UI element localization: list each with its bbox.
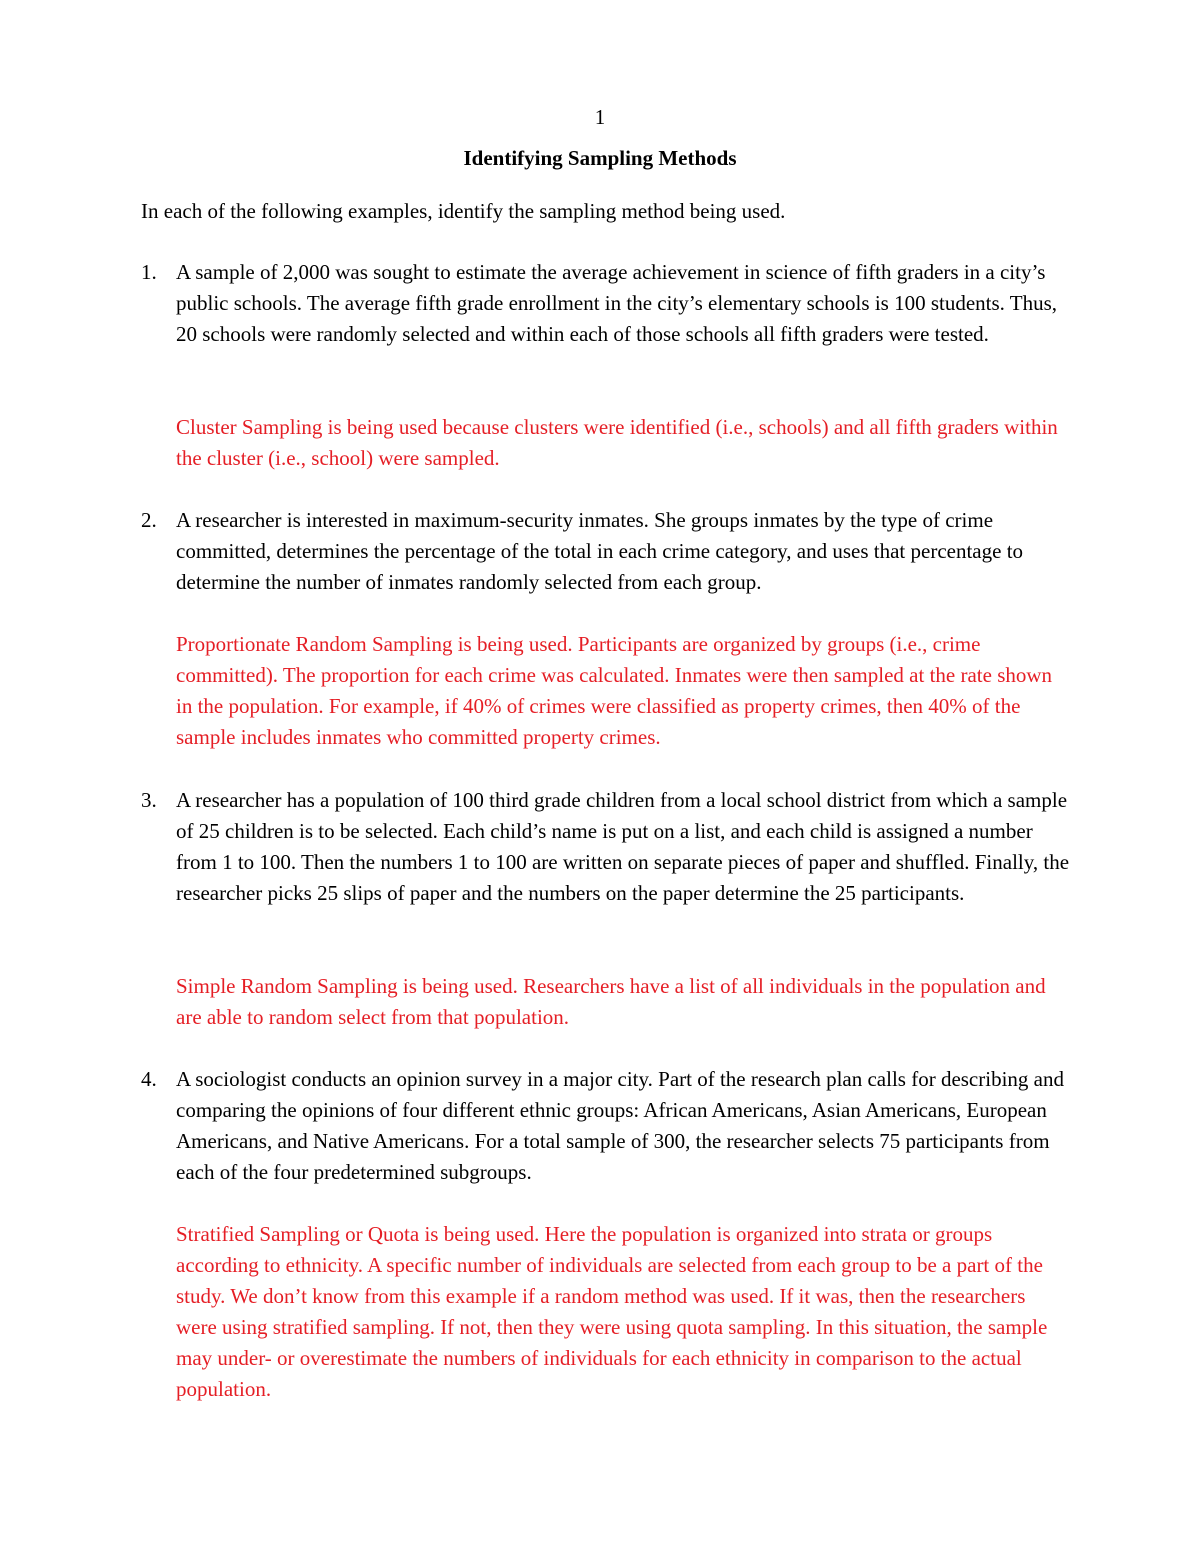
question-number: 4. — [141, 1067, 157, 1091]
question-number: 1. — [141, 260, 157, 284]
question-2 — [141, 505, 1071, 598]
question-4 — [141, 1064, 1071, 1188]
instructions: In each of the following examples, identify the sampling method being used. — [141, 199, 786, 223]
question-number: 3. — [141, 788, 157, 812]
page-number: 1 — [594, 105, 606, 129]
question-1 — [141, 257, 1071, 350]
question-text: A sample of 2,000 was sought to estimate the average achievement in science of fifth graders in a city’s public schools. The average fifth grade enrollment in the city’s elementary schools is 100 students. Thus, 20 schools were randomly selected and within each of those schools all fifth graders were tested. — [176, 260, 1058, 346]
question-number: 2. — [141, 508, 157, 532]
answer-3: Simple Random Sampling is being used. Researchers have a list of all individuals in the population and are able to random select from that population. — [176, 974, 1046, 1029]
question-3 — [141, 785, 1071, 909]
question-text: A researcher is interested in maximum-security inmates. She groups inmates by the type of crime committed, determines the percentage of the total in each crime category, and uses that percentage to determine the number of inmates randomly selected from each group. — [176, 508, 1024, 594]
question-text: A researcher has a population of 100 third grade children from a local school district from which a sample of 25 children is to be selected. Each child’s name is put on a list, and each child is assigned a number from 1 to 100. Then the numbers 1 to 100 are written on separate pieces of paper and shuffled. Finally, the researcher picks 25 slips of paper and the numbers on the paper determine the 25 participants. — [176, 788, 1070, 905]
document-title: Identifying Sampling Methods — [463, 146, 737, 170]
answer-2: Proportionate Random Sampling is being used. Participants are organized by groups (i.e., crime committed). The proportion for each crime was calculated. Inmates were then sampled at the rate shown in the population. For example, if 40% of crimes were classified as property crimes, then 40% of the sample includes inmates who committed property crimes. — [176, 632, 1053, 749]
question-text: A sociologist conducts an opinion survey in a major city. Part of the research plan calls for describing and comparing the opinions of four different ethnic groups: African Americans, Asian Americans, European Americans, and Native Americans. For a total sample of 300, the researcher selects 75 participants from each of the four predetermined subgroups. — [176, 1067, 1064, 1184]
answer-4: Stratified Sampling or Quota is being used. Here the population is organized into strata or groups according to ethnicity. A specific number of individuals are selected from each group to be a part of the study. We don’t know from this example if a random method was used. If it was, then the researchers were using stratified sampling. If not, then they were using quota sampling. In this situation, the sample may under- or overestimate the numbers of individuals for each ethnicity in comparison to the actual population. — [176, 1222, 1048, 1401]
answer-1: Cluster Sampling is being used because clusters were identified (i.e., schools) and all fifth graders within the cluster (i.e., school) were sampled. — [176, 415, 1058, 470]
